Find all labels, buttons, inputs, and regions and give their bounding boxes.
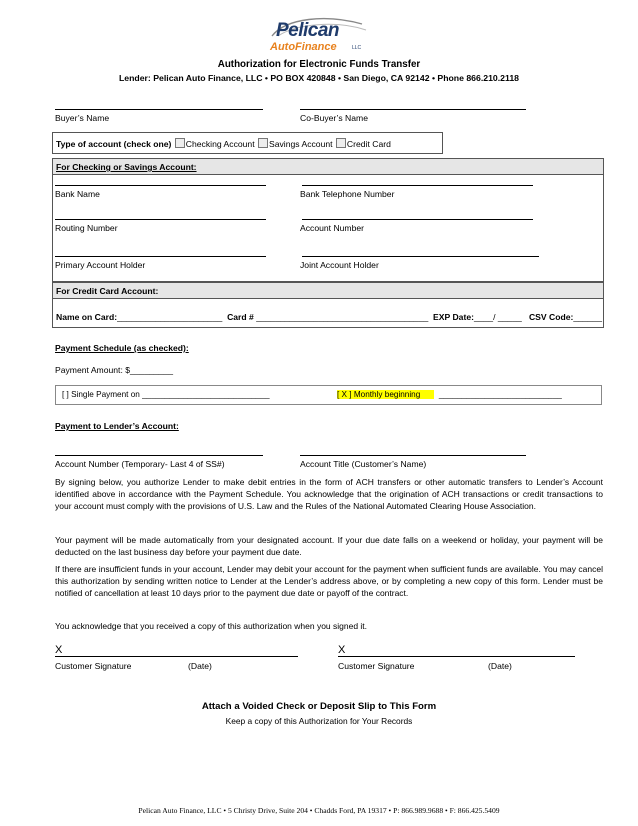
customer-signature-field-left[interactable] xyxy=(55,656,298,657)
acknowledgement-paragraph: You acknowledge that you received a copy of this authorization when you signed it. xyxy=(55,621,368,631)
customer-signature-label-right: Customer Signature xyxy=(338,661,415,671)
joint-holder-field[interactable] xyxy=(302,256,539,257)
bank-name-field[interactable] xyxy=(55,185,266,186)
lender-account-title-field[interactable] xyxy=(300,455,526,456)
logo-word-autofinance: AutoFinance xyxy=(270,41,337,53)
checking-checkbox[interactable] xyxy=(175,138,185,148)
account-type-row xyxy=(56,138,391,149)
signature-date-label-right: (Date) xyxy=(488,661,512,671)
lender-account-title-label: Account Title (Customer’s Name) xyxy=(300,459,427,469)
account-number-field[interactable] xyxy=(302,219,533,220)
monthly-payment-option[interactable] xyxy=(337,390,562,399)
monthly-start-date-field[interactable]: ___________________________ xyxy=(438,390,562,399)
monthly-option-label: [ X ] Monthly beginning xyxy=(337,390,434,399)
signature-x-right: X xyxy=(338,644,346,656)
checking-option-label: Checking Account xyxy=(185,139,255,149)
savings-option-label: Savings Account xyxy=(268,139,333,149)
automatic-payment-paragraph: Your payment will be made automatically from your designated account. If your due date falls on a weekend or holiday, your payment will be deducted on the last business day before your payment due date. xyxy=(55,535,603,558)
account-number-label: Account Number xyxy=(300,223,365,233)
credit-card-fields-row xyxy=(56,312,602,322)
account-type-prompt: Type of account (check one) xyxy=(56,139,172,149)
savings-checkbox[interactable] xyxy=(258,138,268,148)
attach-check-title: Attach a Voided Check or Deposit Slip to This Form xyxy=(201,701,437,712)
card-number-label: Card # xyxy=(227,312,254,322)
insufficient-funds-paragraph: If there are insufficient funds in your account, Lender may debit your account for the payment when sufficient funds are available. You may cancel this authorization by sending written notice to Lender at the Lender’s address above, or by completing a new copy of this form. Lender must be notified of cancellation at least 10 days prior to the payment due date or payoff of the contract. xyxy=(55,564,603,599)
name-on-card-label: Name on Card: xyxy=(56,312,118,322)
csv-code-label: CSV Code: xyxy=(528,312,574,322)
buyer-name-label: Buyer’s Name xyxy=(55,113,110,123)
single-payment-option[interactable]: [ ] Single Payment on ____________________________ xyxy=(62,390,270,399)
routing-number-label: Routing Number xyxy=(55,223,118,233)
customer-signature-label-left: Customer Signature xyxy=(55,661,132,671)
authorization-paragraph: By signing below, you authorize Lender to make debit entries in the form of ACH transfers or other automatic transfers to Lender’s Account identified above in accordance with the Payment Schedule. You acknowledge that the origination of ACH transactions or credit transactions to your account must comply with the provisions of U.S. Law and the Rules of the National Automated Clearing House Association. xyxy=(55,477,603,512)
keep-copy-note: Keep a copy of this Authorization for Your Records xyxy=(225,716,413,726)
primary-holder-label: Primary Account Holder xyxy=(55,260,146,270)
csv-code-field[interactable]: ______ xyxy=(573,312,603,322)
card-number-field[interactable]: ____________________________________ xyxy=(256,312,429,322)
lender-account-title: Payment to Lender’s Account: xyxy=(55,421,179,431)
logo-word-pelican: Pelican xyxy=(276,20,340,41)
credit-card-checkbox[interactable] xyxy=(336,138,346,148)
logo-suffix: LLC xyxy=(352,45,362,51)
cobuyer-name-field[interactable] xyxy=(300,109,526,110)
credit-card-section-title: For Credit Card Account: xyxy=(56,286,159,296)
joint-holder-label: Joint Account Holder xyxy=(300,260,379,270)
credit-card-option-label: Credit Card xyxy=(346,139,391,149)
cobuyer-name-label: Co-Buyer’s Name xyxy=(300,113,368,123)
name-on-card-field[interactable]: ______________________ xyxy=(117,312,223,322)
signature-date-label-left: (Date) xyxy=(188,661,212,671)
bank-phone-label: Bank Telephone Number xyxy=(300,189,395,199)
primary-holder-field[interactable] xyxy=(55,256,266,257)
exp-date-field[interactable]: ____/ _____ xyxy=(473,312,522,322)
lender-address-line: Lender: Pelican Auto Finance, LLC • PO BOX 420848 • San Diego, CA 92142 • Phone 866.210.2118 xyxy=(118,73,520,83)
exp-date-label: EXP Date: xyxy=(433,312,474,322)
signature-x-left: X xyxy=(55,644,63,656)
bank-phone-field[interactable] xyxy=(302,185,533,186)
payment-amount-field[interactable]: Payment Amount: $_________ xyxy=(55,365,174,375)
company-footer: Pelican Auto Finance, LLC • 5 Christy Drive, Suite 204 • Chadds Ford, PA 19317 • P: 866.989.9688 • F: 866.425.5409 xyxy=(138,806,500,815)
customer-signature-field-right[interactable] xyxy=(338,656,575,657)
lender-account-number-label: Account Number (Temporary- Last 4 of SS#) xyxy=(55,459,225,469)
buyer-name-field[interactable] xyxy=(55,109,263,110)
routing-number-field[interactable] xyxy=(55,219,266,220)
company-logo xyxy=(266,10,374,54)
checking-section-title: For Checking or Savings Account: xyxy=(56,162,197,172)
form-title: Authorization for Electronic Funds Transfer xyxy=(217,59,421,70)
bank-name-label: Bank Name xyxy=(55,189,100,199)
payment-schedule-title: Payment Schedule (as checked): xyxy=(55,343,189,353)
lender-account-number-field[interactable] xyxy=(55,455,263,456)
